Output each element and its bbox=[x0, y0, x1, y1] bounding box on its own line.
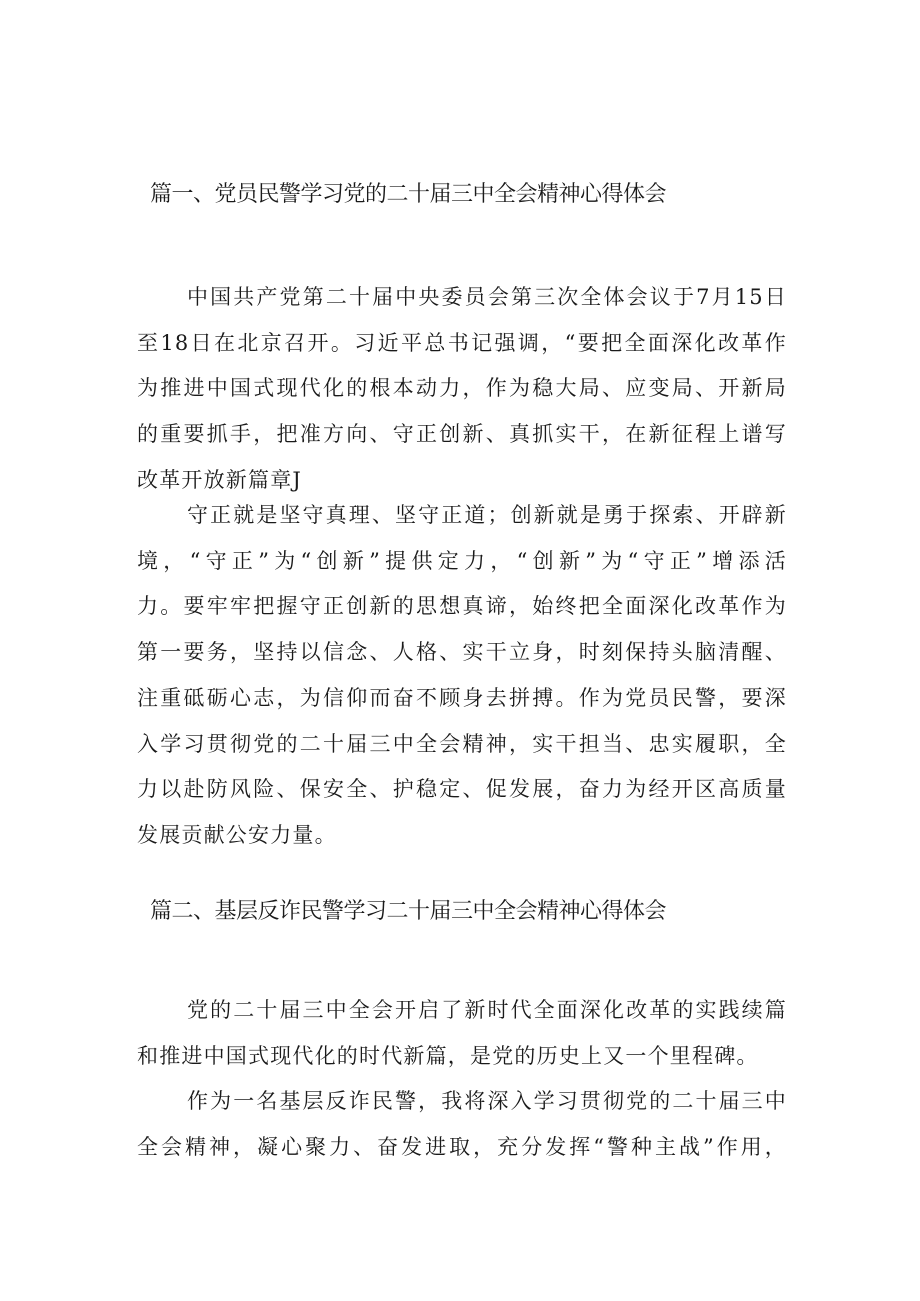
text-line: 和推进中国式现代化的时代新篇，是党的历史上又一个里程碑。 bbox=[137, 1043, 759, 1068]
section-1-paragraph-1 bbox=[137, 275, 787, 504]
section-2-paragraph-1 bbox=[137, 988, 787, 1079]
text-line: 第一要务，坚持以信念、人格、实干立身，时刻保持头脑清醒、 bbox=[137, 640, 787, 665]
section-2-paragraph-2 bbox=[137, 1079, 787, 1170]
text-line: 力。要牢牢把握守正创新的思想真谛，始终把全面深化改革作为 bbox=[137, 594, 787, 619]
text-line: 入学习贯彻党的二十届三中全会精神，实干担当、忠实履职，全 bbox=[137, 731, 787, 756]
section-2-title: 篇二、基层反诈民警学习二十届三中全会精神心得体会 bbox=[150, 899, 667, 924]
text-line: 的重要抓手，把准方向、守正创新、真抓实干，在新征程上谱写 bbox=[137, 422, 787, 447]
text-line: 改革开放新篇章J bbox=[137, 467, 303, 492]
text-line: 为推进中国式现代化的根本动力，作为稳大局、应变局、开新局 bbox=[137, 376, 787, 401]
text-line: 作为一名基层反诈民警，我将深入学习贯彻党的二十届三中 bbox=[187, 1089, 787, 1113]
text-line: 力以赴防风险、保安全、护稳定、促发展，奋力为经开区高质量 bbox=[137, 777, 787, 802]
section-1-title: 篇一、党员民警学习党的二十届三中全会精神心得体会 bbox=[150, 182, 667, 207]
text-line: 全会精神，凝心聚力、奋发进取，充分发挥“警种主战”作用， bbox=[137, 1134, 787, 1159]
text-line: 党的二十届三中全会开启了新时代全面深化改革的实践续篇 bbox=[187, 998, 787, 1022]
text-line: 中国共产党第二十届中央委员会第三次全体会议于7月15日 bbox=[187, 285, 787, 309]
text-line: 至18日在北京召开。习近平总书记强调，“要把全面深化改革作 bbox=[137, 330, 787, 355]
section-1-paragraph-2 bbox=[137, 493, 787, 859]
text-line: 境，“守正”为“创新”提供定力，“创新”为“守正”增添活 bbox=[137, 548, 787, 573]
text-line: 注重砥砺心志，为信仰而奋不顾身去拼搏。作为党员民警，要深 bbox=[137, 685, 787, 710]
text-line: 发展贡献公安力量。 bbox=[137, 822, 337, 847]
text-line: 守正就是坚守真理、坚守正道；创新就是勇于探索、开辟新 bbox=[187, 503, 787, 527]
